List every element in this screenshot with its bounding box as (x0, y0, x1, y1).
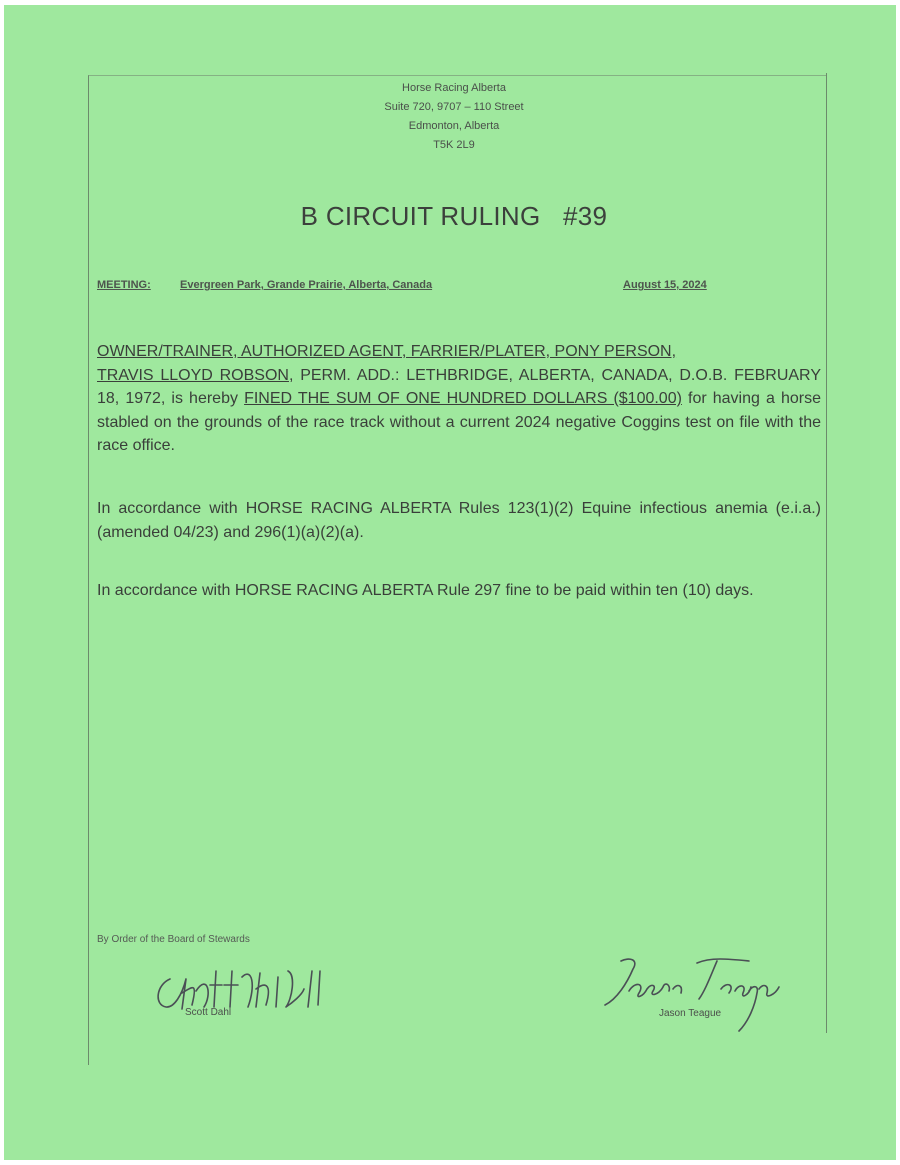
signature-scott-dahl (152, 965, 342, 1025)
ruling-roles: OWNER/TRAINER, AUTHORIZED AGENT, FARRIER/PLATER, PONY PERSON, (97, 343, 677, 360)
signatory-name-jason-teague: Jason Teague (659, 1008, 722, 1019)
payment-paragraph: In accordance with HORSE RACING ALBERTA Rule 297 fine to be paid within ten (10) days. (97, 582, 754, 599)
ruling-details: , PERM. ADD.: LETHBRIDGE, ALBERTA, CANADA, D.O.B. FEBRUARY 18, 1972, is hereby (97, 366, 821, 407)
ruling-paragraph (97, 340, 821, 458)
document-page (4, 5, 896, 1160)
address-line-2: Edmonton, Alberta (408, 120, 500, 132)
ruling-fine: FINED THE SUM OF ONE HUNDRED DOLLARS ($100.00) (244, 390, 682, 407)
frame-right-line (826, 73, 827, 1033)
signature-scribble-left (152, 965, 342, 1015)
frame-top-line (88, 75, 826, 76)
ruling-reason: for having a horse stabled on the grounds of the race track without a current 2024 negative Coggins test on file with the race office. (97, 390, 821, 454)
postal-code: T5K 2L9 (433, 139, 475, 151)
meeting-location: Evergreen Park, Grande Prairie, Alberta, Canada (180, 279, 433, 291)
signature-scribble-right (599, 955, 789, 1035)
frame-left-line (88, 75, 89, 1065)
org-name: Horse Racing Alberta (402, 82, 506, 94)
order-line: By Order of the Board of Stewards (97, 934, 250, 945)
address-line-1: Suite 720, 9707 – 110 Street (384, 101, 524, 113)
ruling-title: B CIRCUIT RULING #39 (300, 201, 608, 231)
rules-paragraph: In accordance with HORSE RACING ALBERTA Rules 123(1)(2) Equine infectious anemia (e.i.a.) (amended 04/23) and 296(1)(a)(2)(a). (97, 500, 821, 541)
meeting-label: MEETING: (97, 279, 151, 291)
signatory-name-scott-dahl: Scott Dahl (185, 1007, 232, 1018)
meeting-date: August 15, 2024 (623, 279, 707, 291)
signature-jason-teague (599, 955, 789, 1035)
letterhead (304, 79, 604, 155)
ruling-person-name: TRAVIS LLOYD ROBSON (97, 366, 289, 384)
